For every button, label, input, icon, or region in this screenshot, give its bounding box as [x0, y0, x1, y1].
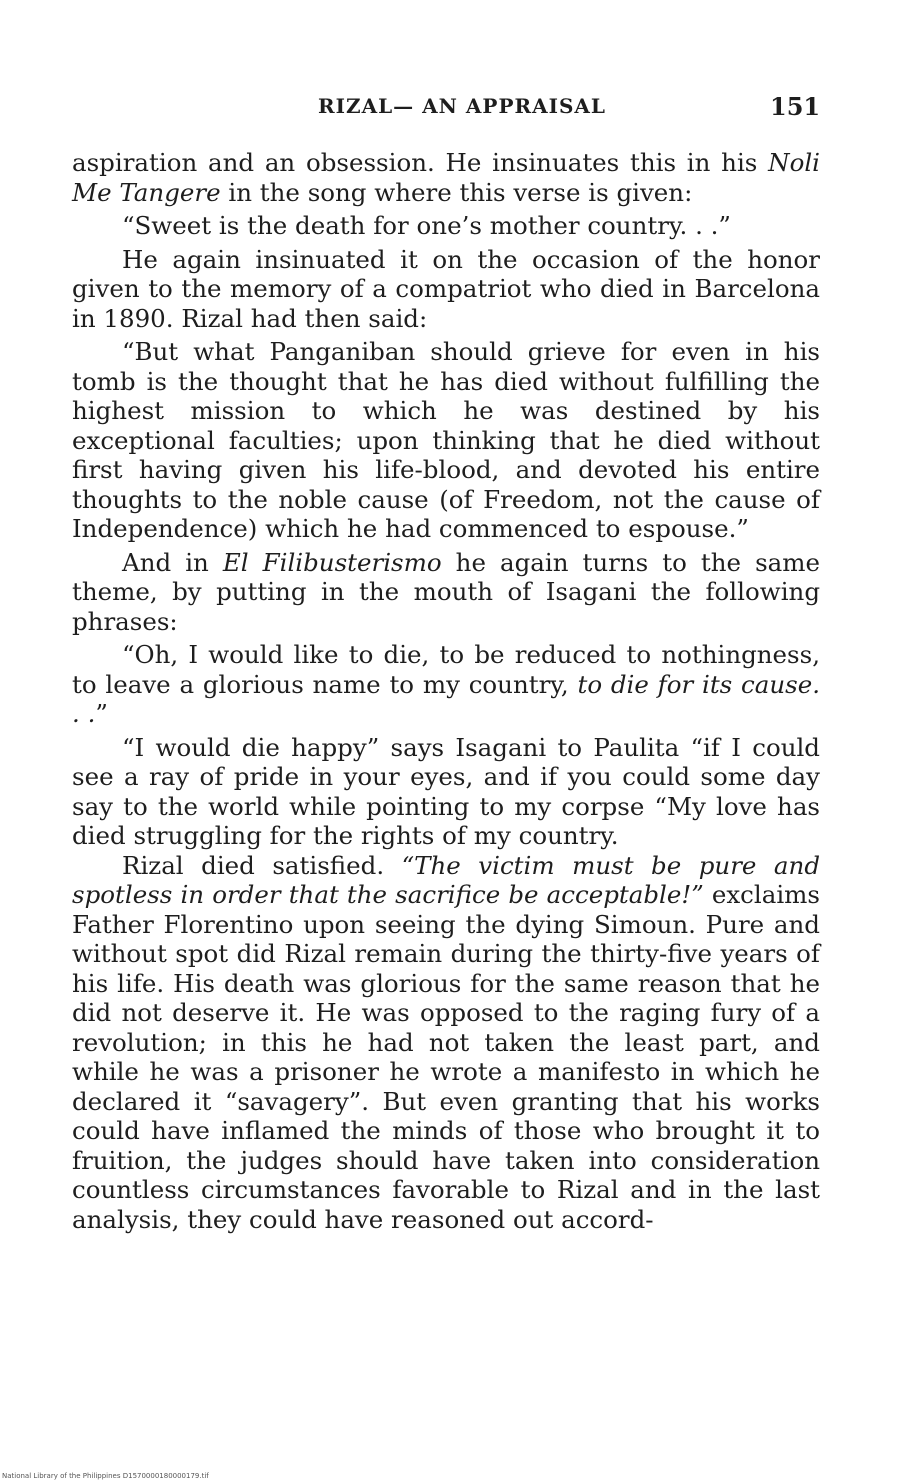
running-title: RIZAL— AN APPRAISAL — [318, 94, 606, 118]
quotation: “Oh, I would like to die, to be reduced to nothingness, to leave a glorious name to my country, — [72, 640, 820, 699]
paragraph — [72, 640, 820, 729]
text-run: exclaims Father Florentino upon seeing the dying Simoun. Pure and without spot did Rizal remain during the thirty-five years of his life. His death was glorious for the same reason that he did not deserve it. He was opposed to the raging fury of a revolution; in this he had not taken the least part, and while he was a prisoner he wrote a manifesto in which he declared it “savagery”. But even granting that his works could have inflamed the minds of those who brought it to fruition, the judges should have taken into consideration countless circumstances favorable to Rizal and in the last analysis, they could have reasoned out accord- — [72, 880, 820, 1234]
paragraph — [72, 548, 820, 637]
page-header — [0, 88, 905, 128]
text-run: Rizal died satisfied. — [122, 850, 402, 880]
scan-credit: National Library of the Philippines D1570000180000179.tif — [2, 1472, 209, 1480]
quotation: “But what Panganiban should grieve for even in his tomb is the thought that he has died without fulfilling the highest mission to which he was destined by his exceptional faculties; upon thinking that he died without first having given his life-blood, and devoted his entire thoughts to the noble cause (of Freedom, not the cause of Independence) which he had commenced to espouse.” — [72, 337, 820, 543]
paragraph — [72, 148, 820, 207]
page-number: 151 — [770, 92, 821, 121]
text-body — [72, 148, 820, 1234]
paragraph — [72, 851, 820, 1235]
verse-quote: “Sweet is the death for one’s mother country. . .” — [122, 211, 731, 240]
text-run: he again turns to the same theme, by putting in the mouth of Isagani the following phrases: — [72, 547, 820, 636]
paragraph — [72, 245, 820, 334]
book-title: El Filibusterismo — [222, 547, 442, 577]
text-run: ” — [95, 699, 108, 728]
text-run: And in — [122, 547, 223, 577]
text-run: in the song where this verse is given: — [220, 177, 693, 207]
paragraph — [72, 211, 820, 241]
paragraph — [72, 337, 820, 544]
emphasis: “The victim must be pure and spotless in order that the sacrifice be acceptable!” — [72, 850, 820, 909]
quotation: “I would die happy” says Isagani to Paulita “if I could see a ray of pride in your eyes, and if you could some day say to the world while pointing to my corpse “My love has died struggling for the rights of my country. — [72, 732, 820, 850]
paragraph — [72, 733, 820, 851]
text-run: He again insinuated it on the occasion of the honor given to the memory of a compatriot who died in Barcelona in 1890. Rizal had then said: — [72, 244, 820, 333]
book-title: Noli Me Tangere — [72, 148, 820, 207]
text-run: aspiration and an obsession. He insinuates this in his — [72, 148, 769, 177]
emphasis: to die for its cause. . . — [72, 669, 820, 728]
